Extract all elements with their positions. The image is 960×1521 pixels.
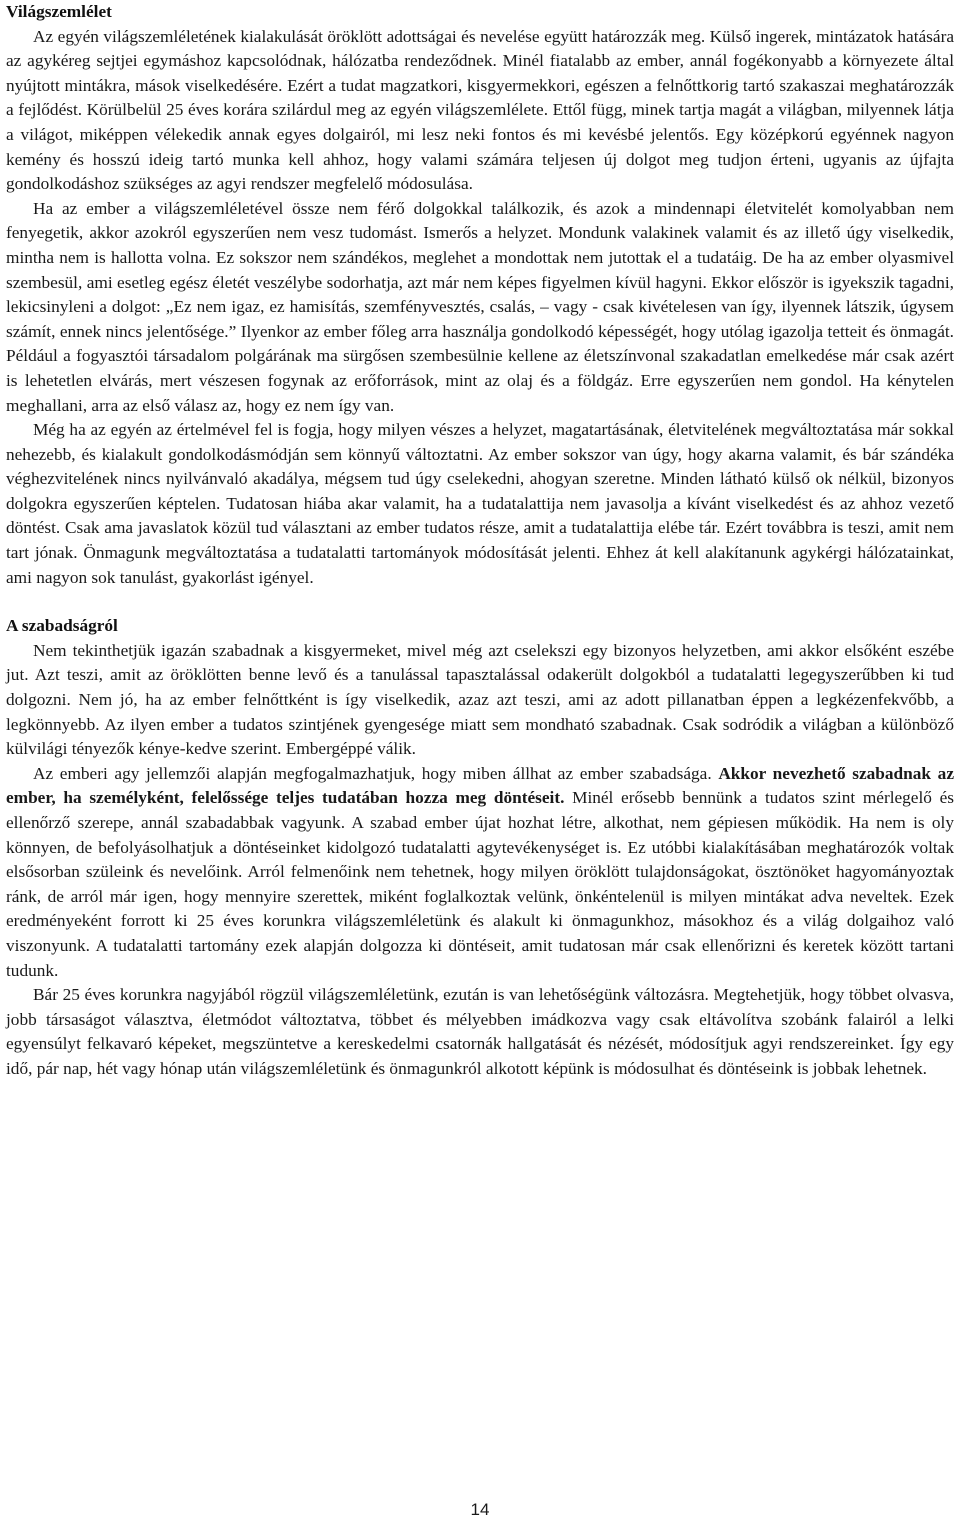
- section-heading: Világszemlélet: [6, 2, 112, 21]
- paragraph-text: Nem tekinthetjük igazán szabadnak a kisgyermeket, mivel még azt cselekszi egy bizonyos helyzetben, ami akkor elsőként eszébe jut. Azt teszi, amit az öröklötten benne levő és a tanulással tapasztalással odakerült dolgokból a tudatalatti legegyszerűbben ki tud dolgozni. Nem jó, ha az ember felnőttként is így viselkedik, azaz azt teszi, ami az adott pillanatban éppen a legkézenfekvőbb, a legkönnyebb. Az ilyen ember a tudatos szintjének gyengesége miatt sem mondható szabadnak. Csak sodródik a világban a különböző külvilági tényezők kénye-kedve szerint. Embergéppé válik.: [6, 640, 954, 759]
- paragraph: [6, 25, 954, 197]
- paragraph-text: Az egyén világszemléletének kialakulását öröklött adottságai és nevelése együtt határozzák meg. Külső ingerek, mintázatok hatására az agykéreg sejtjei egymáshoz kapcsolódnak, hálózatba rendeződnek. Minél fiatalabb az ember, annál fogékonyabb a környezete által nyújtott mintákra, mások viselkedésére. Ezért a tudat magzatkori, kisgyermekkori, egészen a felnőttkorig tartó szakaszai meghatározzák a fejlődést. Körülbelül 25 éves korára szilárdul meg az egyén világszemlélete. Ettől függ, minek tartja magát a világban, milyennek látja a világot, miképpen vélekedik annak egyes dolgairól, mi lesz neki fontos és mi kevésbé jelentős. Egy középkorú egyénnek nagyon kemény és hosszú ideig tartó munka kell ahhoz, hogy valami számára teljesen új dolgot meg tudjon érteni, ugyanis az újfajta gondolkodáshoz szükséges az agyi rendszer megfelelő módosulása.: [6, 26, 954, 194]
- paragraph: [6, 762, 954, 983]
- paragraph: [6, 639, 954, 762]
- section-vilagszemlelet: [6, 0, 954, 590]
- paragraph-text: Minél erősebb bennünk a tudatos szint mérlegelő és ellenőrző szerepe, annál szabadabbak vagyunk. A szabad ember újat hozhat létre, alkothat, nem gépiesen működik. Ha nem is oly könnyen, de befolyásolhatjuk a döntéseinket kidolgozó tudatalatti agytevékenységet is. Ez utóbbi kialakításában meghatározók voltak elsősorban szüleink és nevelőink. Arról felmenőink nem tehetnek, hogy milyen öröklött tulajdonságokat, ösztönöket hagyományoztak ránk, de arról már igen, hogy mennyire szerettek, miként foglalkoztak velünk, önkéntelenül is milyen mintákat adva neveltek. Ezek eredményeként forrott ki 25 éves korunkra világszemléletünk és alakult ki önmagunkhoz, másokhoz és a világ dolgaihoz való viszonyunk. A tudatalatti tartomány ezek alapján dolgozza ki döntéseit, amit tudatosan már csak ellenőrizni és keretek között tartani tudunk.: [6, 788, 954, 980]
- section-heading: A szabadságról: [6, 616, 118, 636]
- paragraph: [6, 418, 954, 590]
- paragraph-text: Még ha az egyén az értelmével fel is fogja, hogy milyen vészes a helyzet, magatartásának, életvitelének megváltoztatása már sokkal nehezebb, és kialakult gondolkodásmódján sem könnyű változtatni. Az ember sokszor van úgy, hogy akarna valamit, és bár szándéka véghezvitelének nincs nyilvánvaló akadálya, mégsem tud úgy cselekedni, ahogyan szeretne. Minden látható külső ok nélkül, bizonyos dolgokra egyszerűen képtelen. Tudatosan hiába akar valamit, ha a tudatalattija nem javasolja a kívánt viselkedést és az ahhoz vezető döntést. Csak ama javaslatok közül tud választani az ember tudatos része, amit a tudatalattija elébe tár. Ezért továbbra is teszi, amit nem tart jónak. Önmagunk megváltoztatása a tudatalatti tartományok módosítását jelenti. Ehhez át kell alakítanunk agykérgi hálózatainkat, ami nagyon sok tanulást, gyakorlást igényel.: [6, 420, 954, 587]
- document-page: [6, 0, 954, 1082]
- paragraph-text: Az emberi agy jellemzői alapján megfogalmazhatjuk, hogy miben állhat az ember szabadsága.: [33, 763, 719, 783]
- paragraph-text: Ha az ember a világszemléletével össze nem férő dolgokkal találkozik, és azok a mindennapi életvitelét komolyabban nem fenyegetik, akkor azokról egyszerűen nem vesz tudomást. Ismerős a helyzet. Mondunk valakinek valamit és az illető úgy viselkedik, mintha nem is hallotta volna. Ez sokszor nem szándékos, meglehet a mondottak nem jutottak el a tudatáig. De ha az ember olyasmivel szembesül, ami esetleg egész életét veszélybe sodorhatja, azt már nem képes figyelmen kívül hagyni. Ekkor először is igyekszik tagadni, lekicsinyleni a dolgot: „Ez nem igaz, ez hamisítás, szemfényvesztés, csalás, – vagy - csak kivételesen van így, ilyennek látszik, úgysem számít, ennek nincs jelentősége.” Ilyenkor az ember főleg arra használja gondolkodó képességét, hogy utólag igazolja tetteit és önmagát. Például a fogyasztói társadalom polgárának ma sürgősen szembesülnie kellene az életszínvonal szakadatlan emelkedése már csak azért is lehetetlen elvárás, mert vészesen fogynak az erőforrások, mint az olaj és a földgáz. Erre egyszerűen nem gondol. Ha kénytelen meghallani, arra az első válasz az, hogy ez nem így van.: [6, 198, 954, 415]
- paragraph: [6, 983, 954, 1081]
- paragraph: [6, 197, 954, 418]
- emphasized-text: Akkor nevezhető szabadnak az ember, ha személyként, felelőssége teljes tudatában hozza meg döntéseit.: [6, 763, 954, 808]
- section-szabadsag: [6, 614, 954, 1081]
- page-number: 14: [470, 1500, 490, 1519]
- paragraph-text: Bár 25 éves korunkra nagyjából rögzül világszemléletünk, ezután is van lehetőségünk változásra. Megtehetjük, hogy többet olvasva, jobb társaságot választva, életmódot változtatva, többet és mélyebben imádkozva vagy csak eltávolítva szobánk falairól a lelki egyensúlyt felkavaró képeket, megszüntetve a kereskedelmi csatornák hallgatását és nézését, módosítjuk agyi rendszereinket. Így egy idő, pár nap, hét vagy hónap után világszemléletünk és önmagunkról alkotott képünk is módosulhat és döntéseink is jobbak lehetnek.: [6, 985, 954, 1078]
